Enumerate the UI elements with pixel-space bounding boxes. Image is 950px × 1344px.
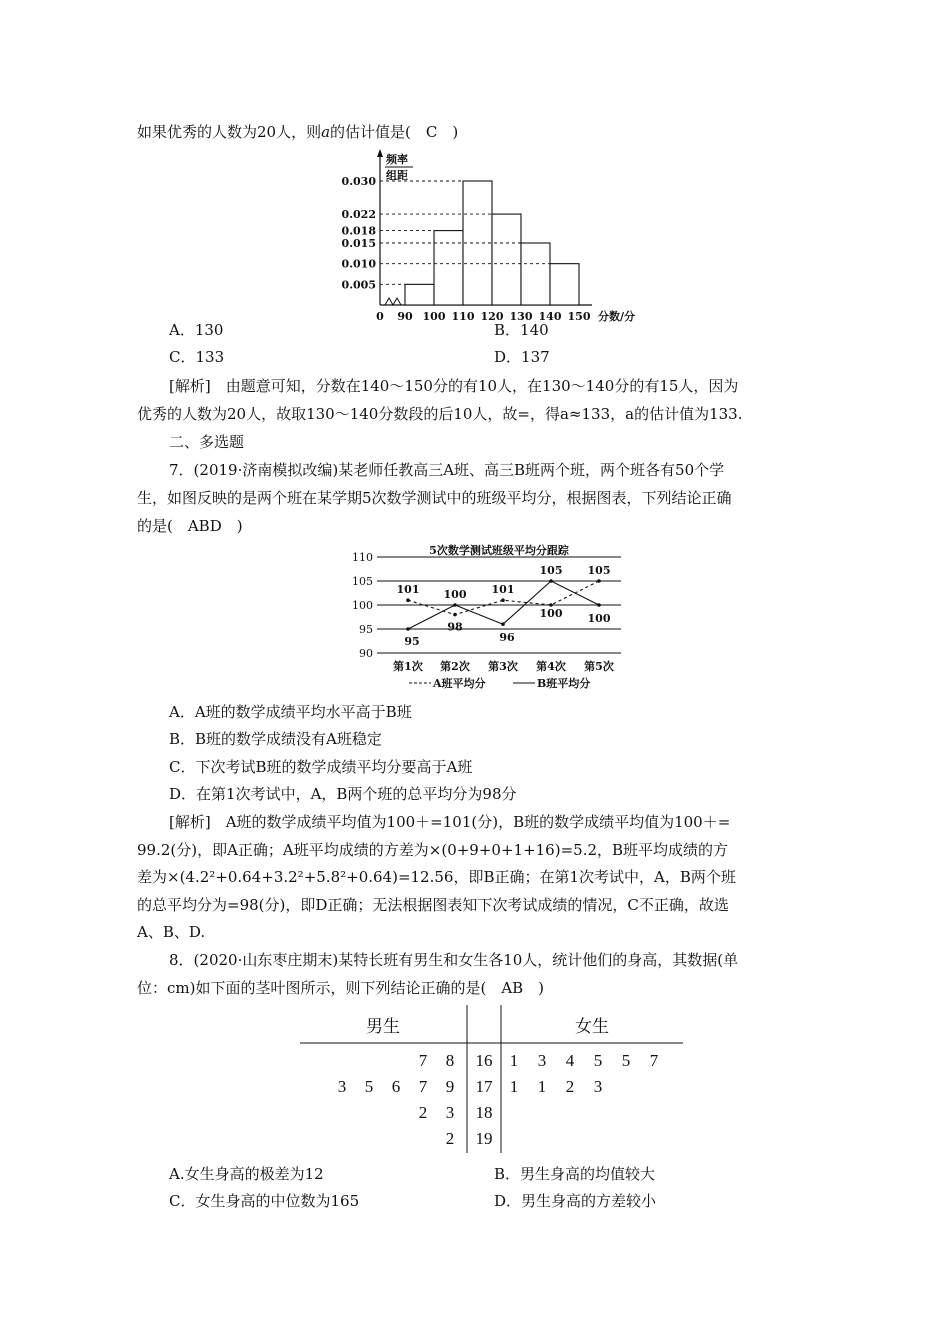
data-point bbox=[453, 603, 457, 607]
q8-stem-line-2: 位：cm)如下面的茎叶图所示，则下列结论正确的是( AB ) bbox=[137, 979, 545, 997]
y-tick-label: 90 bbox=[359, 647, 373, 660]
q6-option-c: C．133 bbox=[169, 348, 225, 366]
left-leaf: 7 bbox=[418, 1077, 428, 1096]
q6-option-b: B．140 bbox=[494, 321, 549, 339]
q8-option-c: C．女生身高的中位数为165 bbox=[169, 1192, 360, 1210]
left-leaf: 6 bbox=[391, 1077, 401, 1096]
q8-option-d: D．男生身高的方差较小 bbox=[494, 1192, 657, 1210]
q7-stem-line-1: 7．(2019·济南模拟改编)某老师任教高三A班、高三B班两个班，两个班各有50个学 bbox=[169, 461, 725, 479]
q6-analysis-line-2: 优秀的人数为20人，故取130～140分数段的后10人，故=，得a≈133，a的估计值为133. bbox=[137, 405, 743, 423]
right-leaf: 1 bbox=[509, 1077, 519, 1096]
right-leaf: 4 bbox=[565, 1051, 575, 1070]
q7-option-d: D．在第1次考试中，A，B两个班的总平均分为98分 bbox=[169, 785, 517, 803]
q6-stem-var: a bbox=[321, 123, 331, 141]
data-label: 95 bbox=[404, 635, 420, 648]
x-axis-title: 分数/分 bbox=[598, 310, 636, 323]
x-tick-label: 130 bbox=[509, 310, 533, 323]
histogram-bar bbox=[492, 214, 521, 305]
data-point bbox=[597, 579, 601, 583]
q7-option-c: C．下次考试B班的数学成绩平均分要高于A班 bbox=[169, 758, 473, 776]
q8-option-a: A.女生身高的极差为12 bbox=[169, 1165, 324, 1183]
q8-stem-line-1: 8．(2020·山东枣庄期末)某特长班有男生和女生各10人，统计他们的身高，其数据(单 bbox=[169, 951, 739, 969]
x-tick-label: 0 bbox=[376, 310, 384, 323]
right-leaf: 1 bbox=[509, 1051, 519, 1070]
q8-option-b: B．男生身高的均值较大 bbox=[494, 1165, 656, 1183]
left-leaf: 3 bbox=[445, 1103, 455, 1122]
q7-analysis-line-1: [解析] A班的数学成绩平均值为100＋=101(分)，B班的数学成绩平均值为100＋= bbox=[169, 813, 731, 831]
q7-analysis-line-5: A、B、D. bbox=[137, 923, 206, 941]
y-tick-label: 0.015 bbox=[341, 237, 376, 250]
q6-option-a: A．130 bbox=[169, 321, 224, 339]
x-tick-label: 第3次 bbox=[488, 660, 518, 673]
stem-leaf-plot bbox=[300, 1005, 690, 1155]
left-leaf: 2 bbox=[418, 1103, 428, 1122]
data-point bbox=[597, 603, 601, 607]
stem-value: 16 bbox=[475, 1051, 493, 1070]
y-tick-label: 0.010 bbox=[341, 257, 376, 271]
data-label: 98 bbox=[447, 620, 463, 634]
data-label: 101 bbox=[491, 583, 515, 597]
y-tick-label: 0.022 bbox=[341, 208, 376, 222]
x-tick-label: 第5次 bbox=[584, 660, 614, 673]
left-leaf: 5 bbox=[364, 1077, 374, 1096]
data-label: 105 bbox=[539, 564, 563, 577]
q7-stem-line-3: 的是( ABD ) bbox=[137, 517, 243, 535]
line-chart bbox=[352, 544, 635, 697]
data-point bbox=[453, 613, 457, 617]
y-tick-label: 100 bbox=[352, 599, 373, 612]
histogram-chart bbox=[330, 145, 670, 323]
y-tick-label: 0.005 bbox=[341, 278, 376, 292]
x-tick-label: 100 bbox=[422, 310, 446, 323]
data-label: 96 bbox=[499, 631, 515, 645]
y-tick-label: 0.030 bbox=[341, 175, 376, 188]
right-leaf: 2 bbox=[565, 1077, 575, 1096]
data-label: 100 bbox=[443, 588, 467, 601]
q6-stem-text: 如果优秀的人数为20人，则 bbox=[137, 123, 322, 141]
y-axis-arrow bbox=[377, 149, 383, 157]
data-point bbox=[501, 598, 505, 602]
y-axis-title-bottom: 组距 bbox=[386, 169, 408, 182]
right-leaf: 5 bbox=[593, 1051, 603, 1070]
x-tick-label: 第4次 bbox=[536, 660, 566, 673]
data-point bbox=[406, 627, 410, 631]
legend-label-a: A班平均分 bbox=[433, 677, 486, 690]
section-title: 二、多选题 bbox=[169, 433, 245, 451]
q6-analysis-line-1: [解析] 由题意可知，分数在140～150分的有10人，在130～140分的有15人，因为 bbox=[169, 377, 739, 395]
right-leaf: 1 bbox=[537, 1077, 547, 1096]
data-label: 100 bbox=[539, 607, 563, 620]
left-leaf: 7 bbox=[418, 1051, 428, 1070]
x-tick-label: 140 bbox=[538, 310, 562, 323]
left-header: 男生 bbox=[366, 1017, 400, 1036]
data-label: 105 bbox=[587, 564, 611, 577]
left-leaf: 3 bbox=[337, 1077, 347, 1096]
histogram-bar bbox=[550, 264, 579, 305]
y-axis-title-top: 频率 bbox=[386, 153, 408, 166]
stem-value: 17 bbox=[475, 1077, 493, 1096]
y-tick-label: 110 bbox=[352, 551, 373, 564]
x-tick-label: 第1次 bbox=[393, 660, 423, 673]
right-header: 女生 bbox=[575, 1017, 609, 1036]
x-tick-label: 120 bbox=[480, 310, 504, 323]
q6-stem-answer: 的估计值是( C ) bbox=[330, 123, 459, 141]
q7-analysis-line-3: 差为×(4.2²+0.64+3.2²+5.8²+0.64)=12.56，即B正确；在第1次考试中，A，B两个班 bbox=[137, 868, 736, 886]
left-leaf: 2 bbox=[445, 1129, 455, 1148]
q7-option-a: A．A班的数学成绩平均水平高于B班 bbox=[169, 703, 412, 721]
right-leaf: 3 bbox=[593, 1077, 603, 1096]
q7-option-b: B．B班的数学成绩没有A班稳定 bbox=[169, 730, 382, 748]
right-leaf: 5 bbox=[621, 1051, 631, 1070]
histogram-bar bbox=[434, 231, 463, 305]
q6-option-d: D．137 bbox=[494, 348, 550, 366]
x-tick-label: 110 bbox=[451, 310, 475, 323]
histogram-bar bbox=[521, 243, 550, 305]
data-point bbox=[549, 579, 553, 583]
axis-break bbox=[385, 298, 401, 305]
chart-title: 5次数学测试班级平均分跟踪 bbox=[429, 544, 569, 557]
stem-value: 19 bbox=[475, 1129, 493, 1148]
q7-analysis-line-2: 99.2(分)，即A正确；A班平均成绩的方差为×(0+9+0+1+16)=5.2，B班平均成绩的方 bbox=[137, 841, 729, 859]
left-leaf: 8 bbox=[445, 1051, 455, 1070]
right-leaf: 3 bbox=[537, 1051, 547, 1070]
x-tick-label: 90 bbox=[397, 310, 413, 323]
histogram-bar bbox=[405, 284, 434, 305]
data-label: 100 bbox=[587, 612, 611, 625]
y-tick-label: 0.018 bbox=[341, 224, 376, 238]
data-label: 101 bbox=[396, 583, 420, 597]
q7-stem-line-2: 生，如图反映的是两个班在某学期5次数学测试中的班级平均分，根据图表，下列结论正确 bbox=[137, 489, 732, 507]
stem-value: 18 bbox=[475, 1103, 493, 1122]
right-leaf: 7 bbox=[649, 1051, 659, 1070]
data-point bbox=[501, 622, 505, 626]
y-tick-label: 105 bbox=[352, 575, 373, 588]
left-leaf: 9 bbox=[445, 1077, 455, 1096]
data-point bbox=[406, 598, 410, 602]
legend-label-b: B班平均分 bbox=[537, 677, 591, 690]
y-tick-label: 95 bbox=[359, 623, 373, 636]
x-tick-label: 150 bbox=[567, 310, 591, 323]
q7-analysis-line-4: 的总平均分为=98(分)，即D正确；无法根据图表知下次考试成绩的情况，C不正确，故选 bbox=[137, 896, 729, 914]
q6-stem bbox=[137, 122, 458, 142]
x-tick-label: 第2次 bbox=[440, 660, 470, 673]
